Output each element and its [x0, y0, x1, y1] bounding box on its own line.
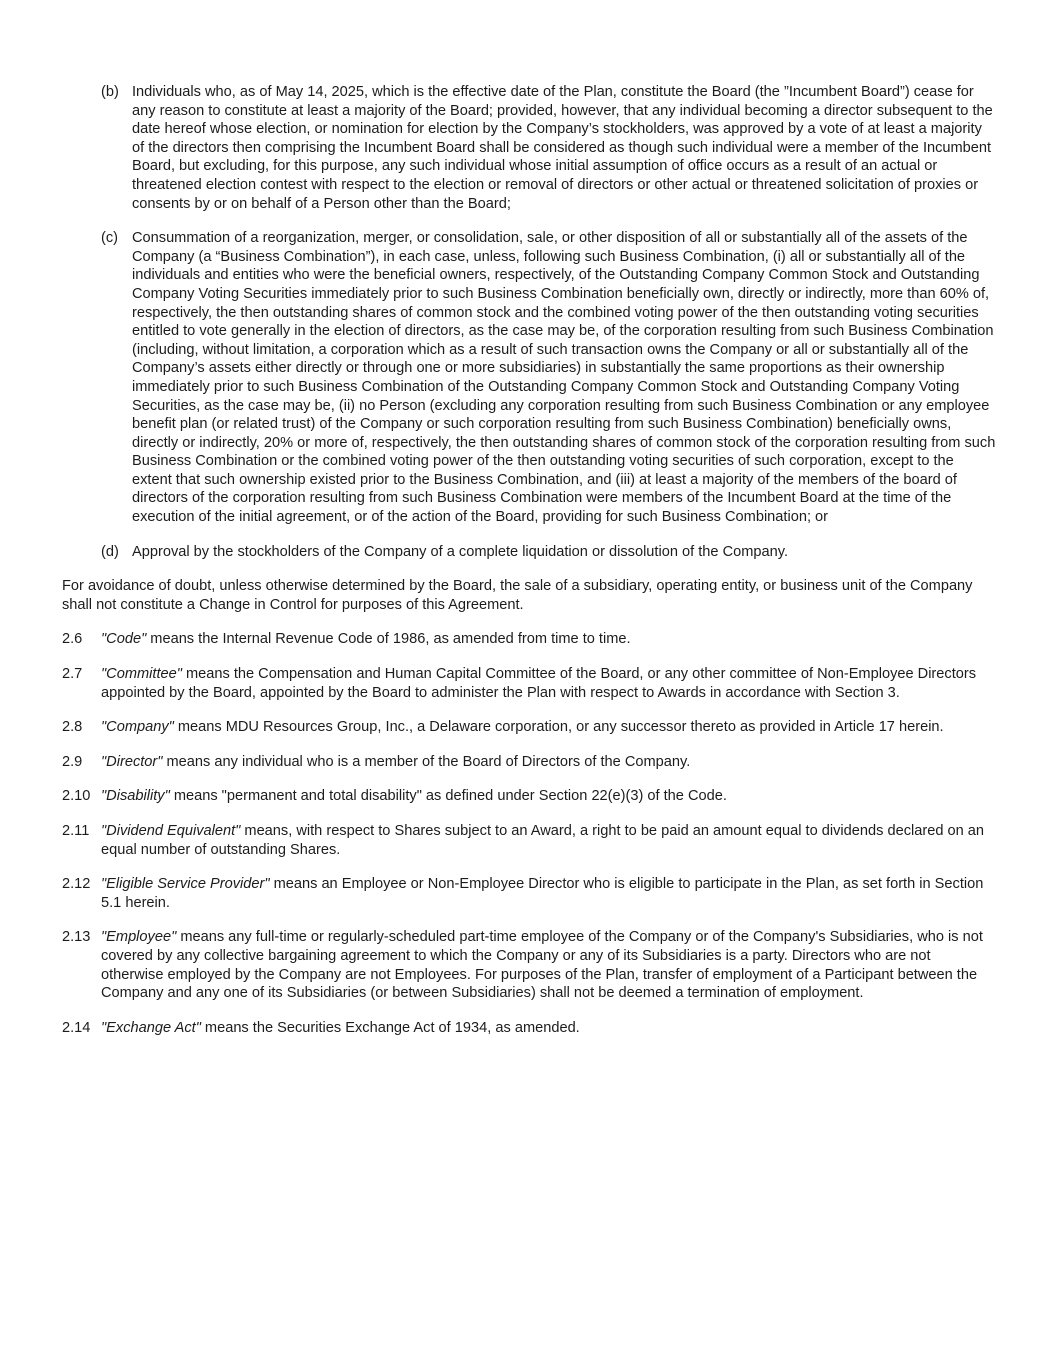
definition-eligible-service-provider — [62, 875, 997, 912]
defined-term: "Dividend Equivalent" — [101, 823, 241, 839]
definition-body — [101, 718, 997, 737]
definition-body — [101, 1019, 997, 1038]
defined-term: "Employee" — [101, 929, 177, 946]
definition-text: means any full-time or regularly-scheduled part-time employee of the Company or of the Company's Subsidiaries, who is not covered by any collective bargaining agreement to which the Company or any of its Subsidiaries is a party. Directors who are not otherwise employed by the Company are not Employees. For purposes of the Plan, transfer of employment of a Participant between the Company and any one of its Subsidiaries (or between Subsidiaries) shall not be deemed a termination of employment. — [101, 929, 983, 1002]
definition-number: 2.9 — [62, 753, 83, 770]
definition-text: means the Compensation and Human Capital Committee of the Board, or any other committee of Non-Employee Directors appointed by the Board, appointed by the Board to administer the Plan with respect to Awards in accordance with Section 3. — [101, 666, 977, 701]
definition-number: 2.10 — [62, 788, 91, 805]
definition-number: 2.11 — [62, 823, 90, 839]
definition-body — [101, 753, 997, 772]
definition-body — [101, 630, 997, 649]
definition-text: means the Securities Exchange Act of 1934, as amended. — [200, 1019, 580, 1036]
subsection-label: (d) — [101, 543, 119, 560]
definition-body — [101, 822, 997, 859]
definition-body — [101, 875, 997, 912]
definition-number: 2.13 — [62, 929, 91, 946]
defined-term: "Code" — [101, 631, 147, 648]
avoidance-of-doubt-paragraph: For avoidance of doubt, unless otherwise determined by the Board, the sale of a subsidiary, operating entity, or business unit of the Company shall not constitute a Change in Control for purposes of this Agreement. — [62, 578, 973, 613]
definition-text: means any individual who is a member of the Board of Directors of the Company. — [162, 753, 691, 770]
definition-number: 2.7 — [62, 666, 83, 683]
definition-exchange-act — [62, 1019, 997, 1038]
definition-text: means MDU Resources Group, Inc., a Delaware corporation, or any successor thereto as provided in Article 17 herein. — [173, 719, 944, 736]
definition-number: 2.8 — [62, 719, 83, 736]
subsection-b — [101, 83, 997, 213]
definition-number: 2.12 — [62, 876, 91, 893]
subsection-c — [101, 229, 997, 527]
subsection-text: Approval by the stockholders of the Company of a complete liquidation or dissolution of the Company. — [132, 543, 789, 560]
definition-text: means "permanent and total disability" as defined under Section 22(e)(3) of the Code. — [169, 788, 727, 805]
document-page — [62, 83, 997, 1053]
definition-body — [101, 787, 997, 806]
definition-text: means, with respect to Shares subject to an Award, a right to be paid an amount equal to dividends declared on an equal number of outstanding Shares. — [101, 823, 985, 858]
definition-employee — [62, 928, 997, 1002]
defined-term: "Company" — [101, 719, 174, 736]
subsection-label: (b) — [101, 84, 119, 100]
definition-company — [62, 718, 997, 737]
definition-committee — [62, 665, 997, 702]
definition-dividend-equivalent — [62, 822, 997, 859]
defined-term: "Eligible Service Provider" — [101, 876, 270, 893]
definition-number: 2.6 — [62, 631, 83, 648]
definition-text: means an Employee or Non-Employee Director who is eligible to participate in the Plan, as set forth in Section 5.1 herein. — [101, 876, 984, 911]
definition-director — [62, 753, 997, 772]
definition-number: 2.14 — [62, 1019, 91, 1036]
defined-term: "Director" — [101, 753, 163, 770]
subsection-label: (c) — [101, 230, 119, 247]
defined-term: "Committee" — [101, 666, 182, 683]
defined-term: "Exchange Act" — [101, 1019, 201, 1036]
definition-disability — [62, 787, 997, 806]
definition-body — [101, 928, 997, 1002]
definition-body — [101, 665, 997, 702]
defined-term: "Disability" — [101, 788, 170, 805]
subsection-text: Individuals who, as of May 14, 2025, which is the effective date of the Plan, constitute the Board (the ”Incumbent Board”) cease for any reason to constitute at least a majority of the Board; provided, however, that any individual becoming a director subsequent to the date hereof whose election, or nomination for election by the Company’s stockholders, was approved by a vote of at least a majority of the directors then comprising the Incumbent Board shall be considered as though such individual were a member of the Incumbent Board, but excluding, for this purpose, any such individual whose initial assumption of office occurs as a result of an actual or threatened election contest with respect to the election or removal of directors or other actual or threatened solicitation of proxies or consents by or on behalf of a Person other than the Board; — [132, 84, 993, 212]
subsection-d — [101, 543, 997, 562]
definition-text: means the Internal Revenue Code of 1986, as amended from time to time. — [146, 631, 631, 648]
subsection-text: Consummation of a reorganization, merger, or consolidation, sale, or other disposition of all or substantially all of the assets of the Company (a “Business Combination”), in each case, unless, following such Business Combination, (i) all or substantially all of the individuals and entities who were the beneficial owners, respectively, of the Outstanding Company Common Stock and Outstanding Company Voting Securities immediately prior to such Business Combination beneficially own, directly or indirectly, more than 60% of, respectively, the then outstanding shares of common stock and the combined voting power of the then outstanding voting securities entitled to vote generally in the election of directors, as the case may be, of the corporation resulting from such Business Combination (including, without limitation, a corporation which as a result of such transaction owns the Company or all or substantially all of the Company’s assets either directly or through one or more subsidiaries) in substantially the same proportions as their ownership immediately prior to such Business Combination of the Outstanding Company Common Stock and Outstanding Company Voting Securities, as the case may be, (ii) no Person (excluding any corporation resulting from such Business Combination or any employee benefit plan (or related trust) of the Company or such corporation resulting from such Business Combination) beneficially owns, directly or indirectly, 20% or more of, respectively, the then outstanding shares of common stock of the corporation resulting from such Business Combination or the combined voting power of the then outstanding voting securities of such corporation, except to the extent that such ownership existed prior to the Business Combination, and (iii) at least a majority of the members of the board of directors of the corporation resulting from such Business Combination were members of the Incumbent Board at the time of the execution of the initial agreement, or of the action of the Board, providing for such Business Combination; or — [132, 230, 996, 526]
definition-code — [62, 630, 997, 649]
